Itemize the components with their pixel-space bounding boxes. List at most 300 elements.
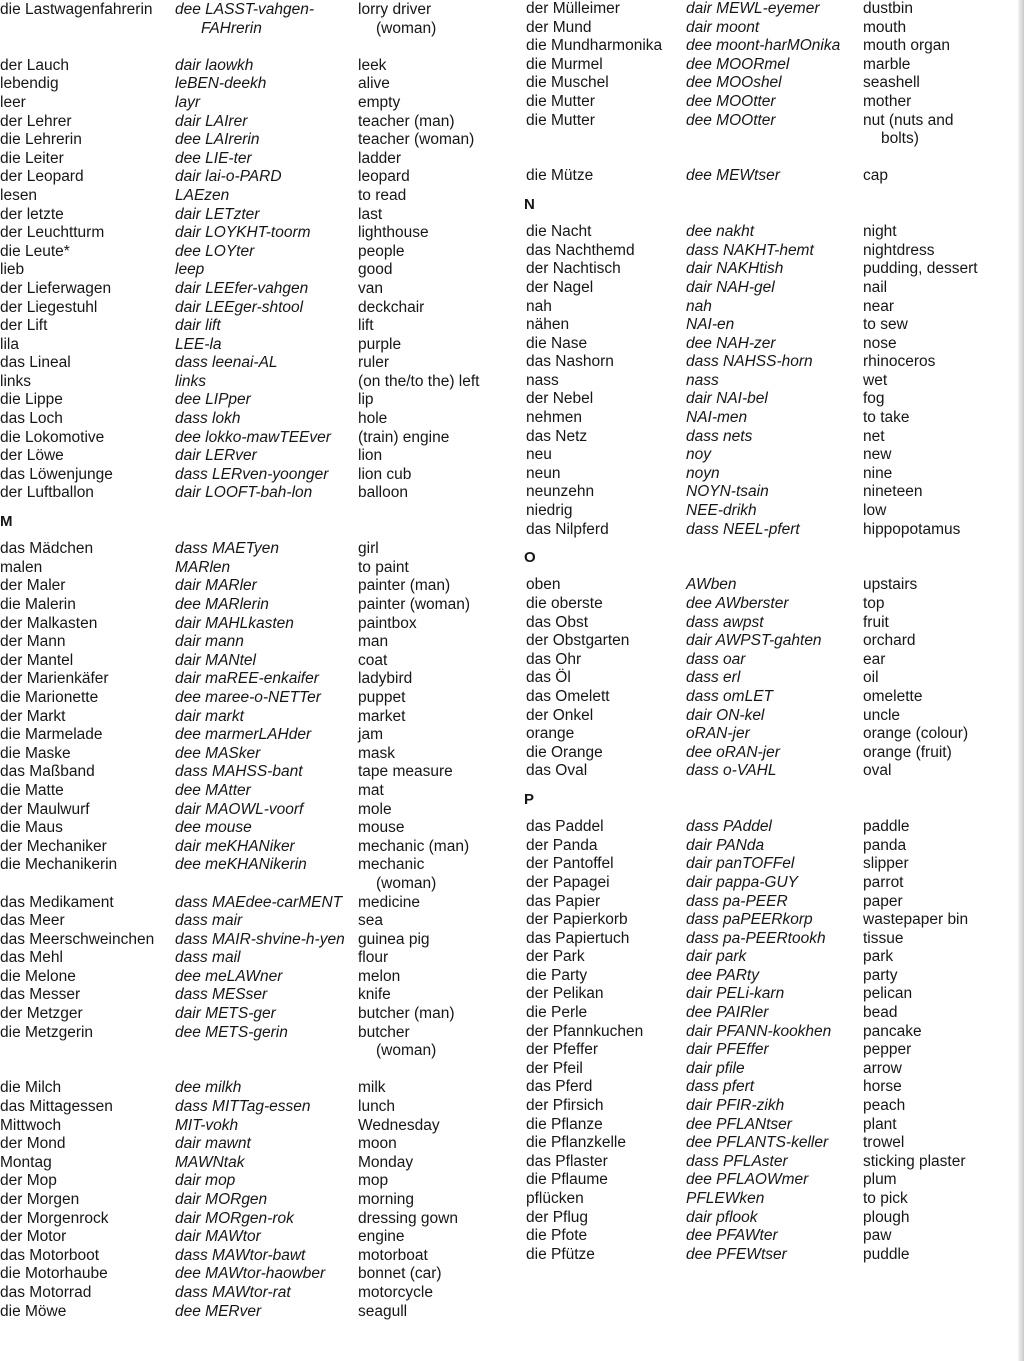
german-word: der Lift: [0, 317, 48, 335]
english-translation: [358, 1210, 498, 1229]
german-word: die Malerin: [0, 596, 76, 613]
pronunciation-text: dair ON-kel: [686, 706, 765, 724]
dictionary-entry: [0, 931, 500, 950]
pronunciation: [175, 949, 353, 968]
pronunciation-text: dee nakht: [686, 223, 755, 241]
english-translation: [358, 1228, 498, 1247]
dictionary-entry: [0, 559, 500, 578]
german-word: der Panda: [526, 836, 598, 854]
left-column: [0, 1, 500, 1321]
pronunciation-text: dass MAWtor-rat: [175, 1283, 291, 1301]
english-translation: [863, 744, 1008, 763]
dictionary-entry: [0, 429, 500, 448]
pronunciation-text: dair NAI-bel: [686, 390, 768, 408]
english-translation: [863, 1134, 1008, 1153]
english-text: painter (man): [358, 577, 451, 595]
english-translation: [358, 206, 498, 225]
pronunciation: [175, 1, 353, 38]
pronunciation-text: dass NAHSS-horn: [686, 353, 813, 371]
german-word: nah: [526, 297, 552, 315]
dictionary-entry: [524, 223, 1014, 242]
german-word: das Paddel: [526, 818, 604, 836]
english-text: motorboat: [358, 1246, 428, 1264]
dictionary-entry: [0, 856, 500, 893]
german-word: die oberste: [526, 595, 603, 612]
english-translation: [863, 967, 1008, 986]
english-text: nine: [863, 464, 893, 482]
dictionary-entry: [0, 726, 500, 745]
dictionary-entry: [524, 818, 1014, 837]
german-word: der Maulwurf: [0, 800, 90, 818]
english-translation: [358, 466, 498, 485]
german-word: nähen: [526, 316, 570, 334]
english-text: arrow: [863, 1059, 902, 1077]
english-text: nightdress: [863, 241, 935, 259]
english-text: flour: [358, 949, 389, 967]
german-word: die Pfote: [526, 1227, 588, 1245]
english-text: moon: [358, 1135, 397, 1153]
german-word: die Melone: [0, 967, 76, 985]
english-text: dustbin: [863, 0, 913, 17]
pronunciation: [686, 707, 862, 726]
english-text: plough: [863, 1208, 910, 1226]
english-text: mat: [358, 781, 384, 799]
english-translation: [863, 855, 1008, 874]
dictionary-entry: [524, 112, 1014, 149]
pronunciation-text: dair mop: [175, 1172, 236, 1190]
dictionary-entry: [0, 131, 500, 150]
pronunciation-text: dair NAKHtish: [686, 260, 784, 278]
dictionary-entry: [0, 1284, 500, 1303]
pronunciation-text: nass: [686, 371, 719, 389]
pronunciation: [175, 1210, 353, 1229]
pronunciation: [175, 75, 353, 94]
pronunciation-text: noy: [686, 446, 711, 464]
english-translation: [358, 447, 498, 466]
german-word: Mittwoch: [0, 1116, 62, 1134]
pronunciation: [686, 19, 862, 38]
dictionary-entry: [524, 930, 1014, 949]
english-translation: [358, 113, 498, 132]
english-text: pancake: [863, 1022, 922, 1040]
english-text: omelette: [863, 687, 923, 705]
german-word: die Marionette: [0, 688, 99, 706]
english-text: butcher (man): [358, 1005, 455, 1023]
pronunciation-text: dair pflook: [686, 1208, 758, 1226]
pronunciation: [686, 167, 862, 186]
german-word: das Motorboot: [0, 1246, 100, 1264]
english-translation: [358, 931, 498, 950]
pronunciation-text: dass omLET: [686, 687, 774, 705]
english-translation: [863, 1060, 1008, 1079]
english-text: girl: [358, 540, 379, 558]
pronunciation: [175, 708, 353, 727]
english-text: rhinoceros: [863, 353, 936, 371]
pronunciation-text: NEE-drikh: [686, 502, 757, 520]
german-word: der Leuchtturm: [0, 224, 105, 242]
dictionary-entry: [524, 1060, 1014, 1079]
english-translation: [358, 373, 498, 392]
pronunciation: [175, 280, 353, 299]
german-word: der Mund: [526, 18, 592, 36]
dictionary-entry: [0, 745, 500, 764]
dictionary-entry: [524, 93, 1014, 112]
english-translation: [863, 576, 1008, 595]
pronunciation: [175, 243, 353, 262]
pronunciation-text: dass MITTag-essen: [175, 1098, 311, 1116]
pronunciation-text: dass mair: [175, 912, 243, 930]
pronunciation: [686, 930, 862, 949]
english-translation: [358, 168, 498, 187]
pronunciation: [175, 150, 353, 169]
pronunciation: [175, 559, 353, 578]
english-translation: [358, 1117, 498, 1136]
dictionary-entry: [524, 19, 1014, 38]
english-translation: [863, 1171, 1008, 1190]
english-text: mouth: [863, 18, 907, 36]
pronunciation-text: dair PELi-karn: [686, 985, 785, 1003]
pronunciation-text: dass mail: [175, 949, 241, 967]
dictionary-entry: [524, 37, 1014, 56]
pronunciation: [175, 1284, 353, 1303]
dictionary-entry: [524, 167, 1014, 186]
pronunciation-text: dair AWPST-gahten: [686, 632, 822, 650]
pronunciation: [175, 782, 353, 801]
english-text: night: [863, 223, 897, 241]
english-text: nose: [863, 334, 897, 352]
pronunciation: [686, 948, 862, 967]
english-continued: bolts): [881, 130, 919, 148]
dictionary-entry: [524, 465, 1014, 484]
pronunciation-text: links: [175, 372, 207, 390]
pronunciation: [686, 112, 862, 131]
english-translation: [358, 596, 498, 615]
german-word: die Metzgerin: [0, 1023, 94, 1041]
english-translation: [863, 1227, 1008, 1246]
dictionary-entry: [0, 354, 500, 373]
dictionary-entry: [524, 911, 1014, 930]
dictionary-entry: [0, 1228, 500, 1247]
english-text: near: [863, 297, 895, 315]
dictionary-entry: [524, 242, 1014, 261]
english-translation: [358, 429, 498, 448]
english-translation: [863, 260, 1008, 279]
english-translation: [863, 167, 1008, 186]
pronunciation-text: dass o-VAHL: [686, 762, 777, 780]
dictionary-entry: [0, 410, 500, 429]
german-word: das Meerschweinchen: [0, 930, 155, 948]
english-text: to take: [863, 409, 910, 427]
pronunciation-text: dee PFEWtser: [686, 1245, 787, 1263]
english-text: oil: [863, 669, 879, 687]
pronunciation: [686, 1097, 862, 1116]
pronunciation: [686, 242, 862, 261]
german-word: der Pelikan: [526, 985, 604, 1003]
english-translation: [863, 595, 1008, 614]
pronunciation: [686, 1190, 862, 1209]
german-word: das Nilpferd: [526, 520, 609, 538]
dictionary-entry: [0, 224, 500, 243]
pronunciation-text: dass NAKHT-hemt: [686, 241, 814, 259]
dictionary-entry: [0, 1154, 500, 1173]
pronunciation-text: dair PFEffer: [686, 1041, 769, 1059]
english-text: fog: [863, 390, 885, 408]
english-translation: [358, 894, 498, 913]
pronunciation: [686, 37, 862, 56]
pronunciation: [686, 521, 862, 540]
english-text: paw: [863, 1227, 892, 1245]
german-word: das Papiertuch: [526, 929, 630, 947]
pronunciation-text: dair LERver: [175, 447, 257, 465]
dictionary-entry: [0, 1098, 500, 1117]
dictionary-entry: [0, 1117, 500, 1136]
german-word: der Malkasten: [0, 614, 98, 632]
english-text: orange (fruit): [863, 743, 952, 761]
english-translation: [863, 335, 1008, 354]
english-text: tape measure: [358, 763, 453, 781]
dictionary-entry: [524, 1041, 1014, 1060]
german-word: das Messer: [0, 986, 81, 1004]
dictionary-entry: [0, 838, 500, 857]
german-word: der Motor: [0, 1228, 67, 1246]
pronunciation: [175, 373, 353, 392]
pronunciation-text: dair MEWL-eyemer: [686, 0, 820, 17]
pronunciation: [175, 986, 353, 1005]
english-text: (on the/to the) left: [358, 372, 480, 390]
english-translation: [358, 838, 498, 857]
pronunciation-text: MARlen: [175, 558, 231, 576]
pronunciation: [686, 1246, 862, 1265]
english-text: ruler: [358, 354, 390, 372]
pronunciation: [175, 596, 353, 615]
german-word: die Matte: [0, 781, 64, 799]
dictionary-entry: [0, 299, 500, 318]
pronunciation: [175, 1228, 353, 1247]
pronunciation: [686, 56, 862, 75]
pronunciation-text: PFLEWken: [686, 1190, 765, 1207]
pronunciation-text: dass leenai-AL: [175, 354, 278, 372]
dictionary-entry: [0, 1247, 500, 1266]
english-translation: [358, 391, 498, 410]
english-translation: [358, 1284, 498, 1303]
english-translation: [863, 1153, 1008, 1172]
german-word: der Markt: [0, 707, 66, 725]
english-text: butcher: [358, 1023, 410, 1041]
english-translation: [358, 317, 498, 336]
german-word: die Motorhaube: [0, 1265, 108, 1283]
pronunciation: [686, 762, 862, 781]
english-text: to paint: [358, 558, 409, 576]
english-text: guinea pig: [358, 930, 430, 948]
english-text: paper: [863, 892, 903, 910]
german-word: lila: [0, 335, 19, 353]
pronunciation-text: dee MERver: [175, 1302, 262, 1320]
pronunciation: [175, 57, 353, 76]
english-translation: [863, 390, 1008, 409]
dictionary-entry: [524, 632, 1014, 651]
dictionary-entry: [524, 409, 1014, 428]
dictionary-entry: [524, 762, 1014, 781]
english-translation: [863, 948, 1008, 967]
german-word: die Mutter: [526, 92, 595, 110]
english-text: wastepaper bin: [863, 911, 969, 929]
pronunciation-text: dee marmerLAHder: [175, 726, 312, 744]
dictionary-entry: [0, 168, 500, 187]
dictionary-entry: [0, 280, 500, 299]
german-word: das Nashorn: [526, 353, 614, 371]
pronunciation-text: dair maREE-enkaifer: [175, 670, 319, 688]
pronunciation-text: dair NAH-gel: [686, 278, 775, 296]
english-text: upstairs: [863, 576, 918, 594]
dictionary-entry: [524, 893, 1014, 912]
pronunciation: [175, 819, 353, 838]
english-text: Monday: [358, 1153, 414, 1171]
dictionary-entry: [524, 335, 1014, 354]
dictionary-entry: [0, 819, 500, 838]
english-translation: [863, 688, 1008, 707]
pronunciation: [686, 837, 862, 856]
pronunciation-text: dee PFAWter: [686, 1227, 778, 1245]
english-text: alive: [358, 75, 390, 93]
pronunciation: [175, 317, 353, 336]
pronunciation: [175, 1191, 353, 1210]
dictionary-entry: [524, 1227, 1014, 1246]
german-word: die Nacht: [526, 223, 592, 241]
pronunciation: [175, 1303, 353, 1322]
pronunciation-text: MAWNtak: [175, 1153, 245, 1171]
english-translation: [358, 1024, 498, 1061]
pronunciation-text: dee mouse: [175, 819, 252, 837]
pronunciation: [175, 652, 353, 671]
english-text: morning: [358, 1191, 414, 1208]
dictionary-entry: [524, 576, 1014, 595]
pronunciation: [686, 855, 862, 874]
dictionary-entry: [0, 949, 500, 968]
german-word: der Lieferwagen: [0, 279, 112, 297]
dictionary-entry: [524, 446, 1014, 465]
german-word: der Pfirsich: [526, 1097, 604, 1115]
english-text: nut (nuts and: [863, 111, 954, 129]
german-word: lieb: [0, 261, 25, 279]
pronunciation-text: dee MAWtor-haowber: [175, 1265, 326, 1283]
pronunciation: [686, 967, 862, 986]
english-text: jam: [358, 726, 383, 744]
dictionary-entry: [0, 1, 500, 38]
english-text: orange (colour): [863, 725, 969, 743]
german-word: nehmen: [526, 409, 583, 427]
english-text: nail: [863, 278, 888, 296]
german-word: lesen: [0, 186, 38, 204]
german-word: die Pflaume: [526, 1171, 608, 1189]
pronunciation: [686, 465, 862, 484]
dictionary-entry: [524, 874, 1014, 893]
dictionary-entry: [524, 837, 1014, 856]
german-word: das Papier: [526, 892, 601, 910]
german-word: das Motorrad: [0, 1283, 92, 1301]
german-word: der Pfeffer: [526, 1041, 599, 1059]
english-translation: [863, 1116, 1008, 1135]
pronunciation: [686, 1153, 862, 1172]
page-edge-shadow: [1018, 0, 1024, 1361]
english-translation: [358, 1005, 498, 1024]
german-word: der Leopard: [0, 168, 84, 186]
section-letter-heading: [524, 781, 1014, 818]
pronunciation-continued: FAHrerin: [201, 19, 262, 37]
pronunciation-text: dee MOOtter: [686, 111, 776, 129]
dictionary-entry: [0, 1265, 500, 1284]
german-word: der Metzger: [0, 1005, 83, 1023]
pronunciation-text: dee PFLAOWmer: [686, 1171, 809, 1189]
dictionary-entry: [524, 428, 1014, 447]
dictionary-entry: [524, 1078, 1014, 1097]
pronunciation-text: dee MOORmel: [686, 55, 790, 73]
german-word: der Nebel: [526, 390, 594, 408]
pronunciation: [686, 725, 862, 744]
section-letter: O: [524, 549, 536, 567]
english-text: balloon: [358, 484, 408, 502]
dictionary-entry: [524, 390, 1014, 409]
pronunciation: [686, 1209, 862, 1228]
dictionary-entry: [524, 948, 1014, 967]
german-word: das Oval: [526, 762, 588, 780]
english-continued: (woman): [376, 19, 437, 37]
dictionary-entry: [0, 373, 500, 392]
pronunciation-text: dass erl: [686, 669, 741, 687]
pronunciation: [686, 576, 862, 595]
pronunciation-text: dair meKHANiker: [175, 837, 295, 855]
english-translation: [863, 1190, 1008, 1209]
german-word: der Papagei: [526, 873, 610, 891]
german-word: das Öl: [526, 669, 571, 687]
german-word: das Loch: [0, 410, 63, 428]
english-translation: [358, 577, 498, 596]
pronunciation: [175, 299, 353, 318]
english-text: sea: [358, 912, 383, 930]
dictionary-entry: [0, 187, 500, 206]
pronunciation-text: dair LETzter: [175, 205, 260, 223]
pronunciation-text: dass MAETyen: [175, 540, 279, 558]
pronunciation: [686, 1116, 862, 1135]
pronunciation-text: dass MAHSS-bant: [175, 763, 303, 781]
english-continued: (woman): [376, 874, 437, 892]
english-translation: [863, 279, 1008, 298]
english-translation: [863, 372, 1008, 391]
pronunciation: [175, 354, 353, 373]
german-word: malen: [0, 558, 43, 576]
english-translation: [358, 1135, 498, 1154]
pronunciation: [175, 745, 353, 764]
pronunciation: [686, 93, 862, 112]
english-text: mechanic (man): [358, 837, 470, 855]
pronunciation-text: dass awpst: [686, 613, 764, 631]
english-translation: [358, 1247, 498, 1266]
german-word: das Meer: [0, 912, 65, 930]
dictionary-entry: [524, 74, 1014, 93]
english-translation: [358, 986, 498, 1005]
german-word: der Maler: [0, 577, 66, 595]
dictionary-entry: [524, 1153, 1014, 1172]
german-word: das Netz: [526, 427, 588, 445]
english-text: pepper: [863, 1041, 912, 1059]
german-word: die Mütze: [526, 167, 594, 185]
pronunciation-text: dair LAIrer: [175, 112, 248, 130]
german-word: der letzte: [0, 205, 64, 223]
english-translation: [863, 74, 1008, 93]
english-translation: [358, 354, 498, 373]
german-word: die Mundharmonika: [526, 37, 663, 55]
english-text: mechanic: [358, 856, 425, 874]
english-text: plant: [863, 1115, 897, 1133]
